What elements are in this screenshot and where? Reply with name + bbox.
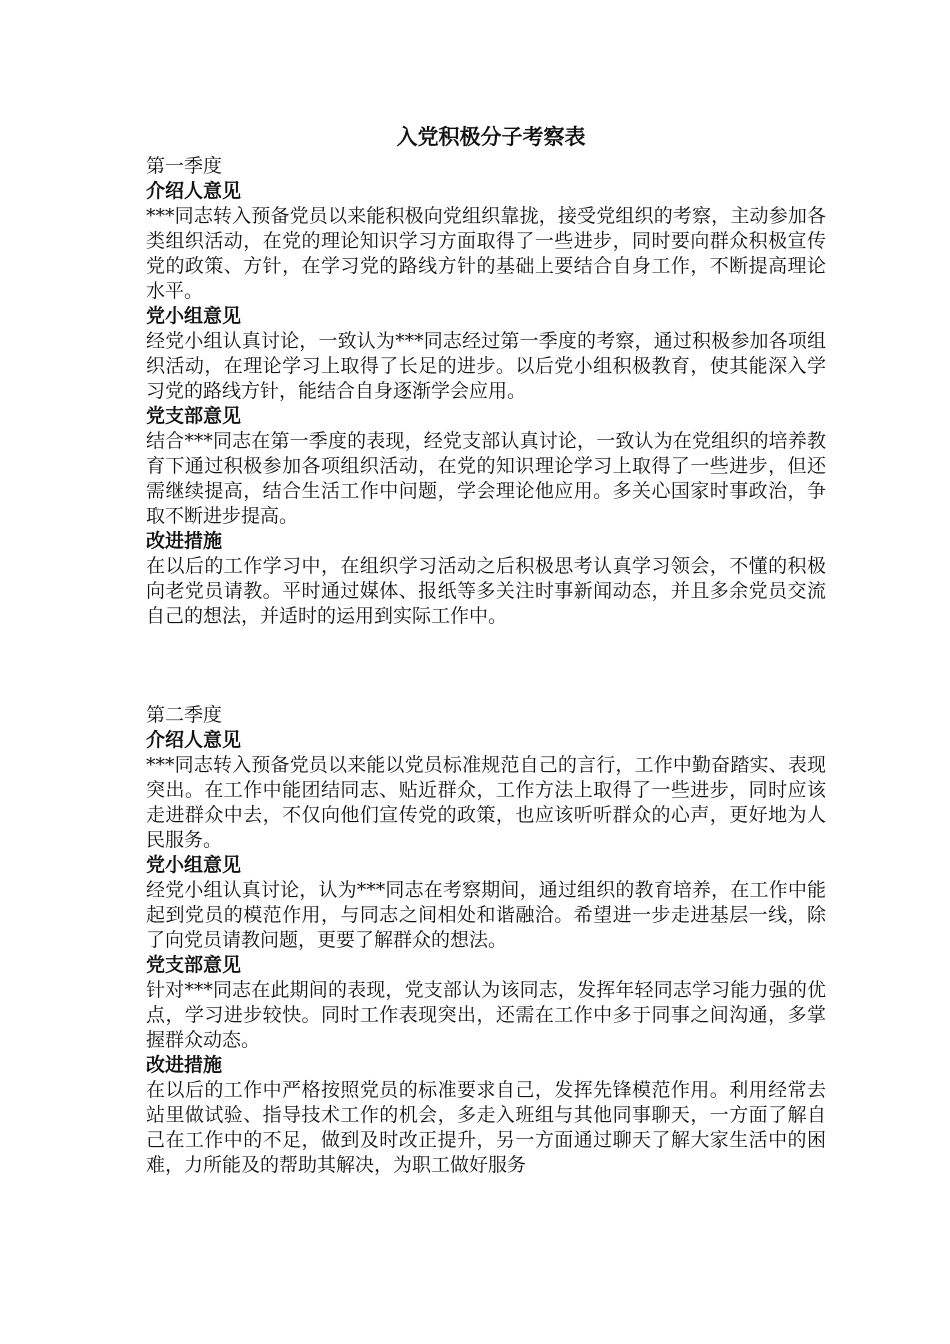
section-heading-party-group: 党小组意见 [146, 854, 242, 876]
quarter-2 [146, 703, 826, 1178]
document-page [146, 120, 826, 1178]
quarter-label: 第二季度 [146, 704, 223, 726]
section-body-party-branch: 结合***同志在第一季度的表现，经党支部认真讨论，一致认为在党组织的培养教育下通过积极参加各项组织活动，在党的知识理论学习上取得了一些进步，但还需继续提高，结合生活工作中问题，学会理论他应用。多关心国家时事政治，争取不断进步提高。 [146, 430, 826, 527]
document-title: 入党积极分子考察表 [396, 124, 586, 149]
section-body-improvement: 在以后的工作学习中，在组织学习活动之后积极思考认真学习领会，不懂的积极向老党员请教。平时通过媒体、报纸等多关注时事新闻动态，并且多余党员交流自己的想法，并适时的运用到实际工作中。 [146, 555, 826, 627]
quarter-1 [146, 154, 826, 629]
section-body-introducer: ***同志转入预备党员以来能以党员标准规范自己的言行，工作中勤奋踏实、表现突出。在工作中能团结同志、贴近群众，工作方法上取得了一些进步，同时应该走进群众中去，不仅向他们宣传党的政策，也应该听听群众的心声，更好地为人民服务。 [146, 754, 826, 851]
section-heading-improvement: 改进措施 [146, 1054, 223, 1076]
section-spacer [146, 629, 826, 703]
section-body-improvement: 在以后的工作中严格按照党员的标准要求自己，发挥先锋模范作用。利用经常去站里做试验、指导技术工作的机会，多走入班组与其他同事聊天，一方面了解自己在工作中的不足，做到及时改正提升，另一方面通过聊天了解大家生活中的困难，力所能及的帮助其解决，为职工做好服务 [146, 1079, 826, 1176]
section-body-party-group: 经党小组认真讨论，认为***同志在考察期间，通过组织的教育培养，在工作中能起到党员的模范作用，与同志之间相处和谐融洽。希望进一步走进基层一线，除了向党员请教问题，更要了解群众的想法。 [146, 879, 826, 951]
quarter-label: 第一季度 [146, 155, 223, 177]
section-body-party-branch: 针对***同志在此期间的表现，党支部认为该同志，发挥年轻同志学习能力强的优点，学习进步较快。同时工作表现突出，还需在工作中多于同事之间沟通，多掌握群众动态。 [146, 979, 826, 1051]
section-body-introducer: ***同志转入预备党员以来能积极向党组织靠拢，接受党组织的考察，主动参加各类组织活动，在党的理论知识学习方面取得了一些进步，同时要向群众积极宣传党的政策、方针，在学习党的路线方针的基础上要结合自身工作，不断提高理论水平。 [146, 205, 826, 302]
section-heading-party-branch: 党支部意见 [146, 405, 242, 427]
section-heading-introducer: 介绍人意见 [146, 729, 242, 751]
section-heading-party-group: 党小组意见 [146, 305, 242, 327]
section-heading-introducer: 介绍人意见 [146, 180, 242, 202]
section-heading-improvement: 改进措施 [146, 530, 223, 552]
section-heading-party-branch: 党支部意见 [146, 954, 242, 976]
section-body-party-group: 经党小组认真讨论，一致认为***同志经过第一季度的考察，通过积极参加各项组织活动，在理论学习上取得了长足的进步。以后党小组积极教育，使其能深入学习党的路线方针，能结合自身逐渐学会应用。 [146, 330, 826, 402]
